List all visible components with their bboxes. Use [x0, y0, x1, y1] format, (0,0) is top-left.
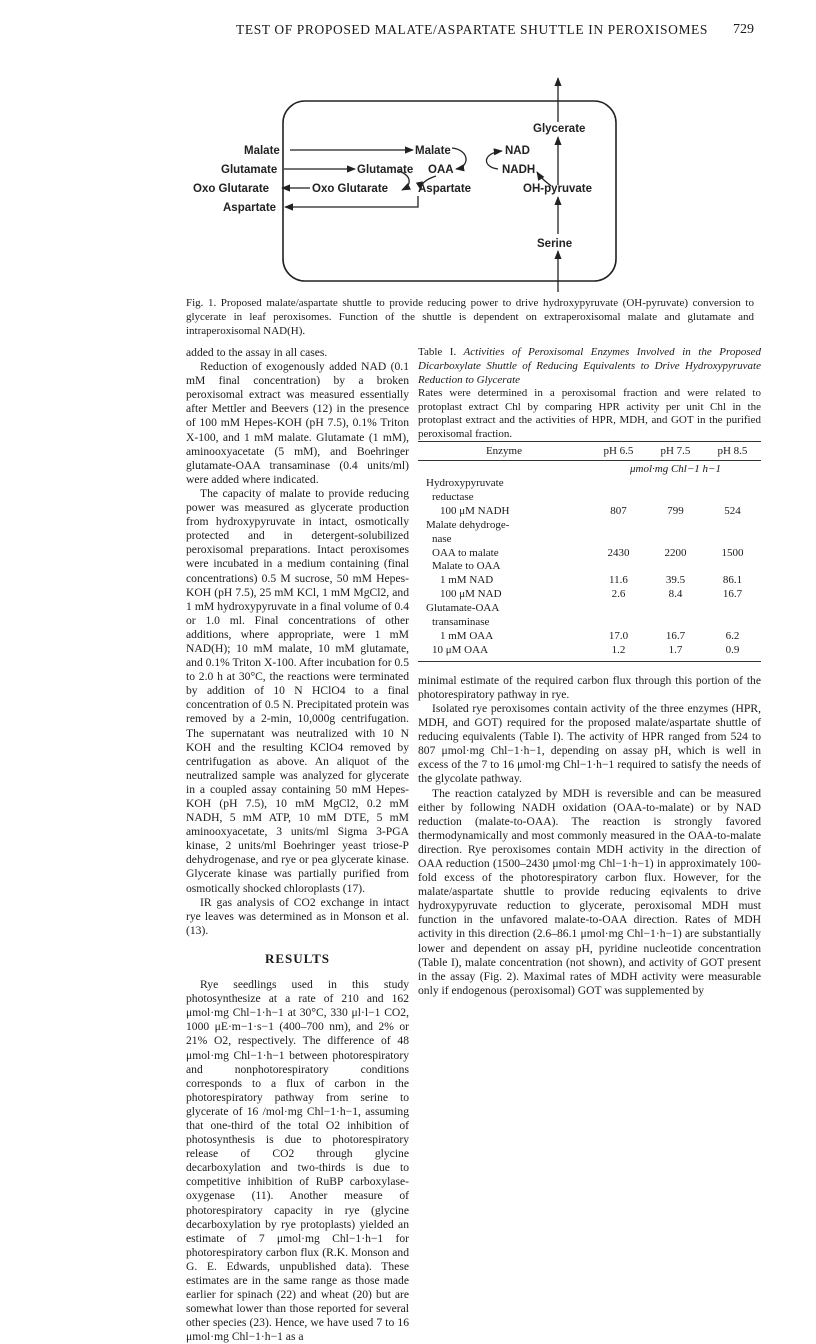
malate-external-label: Malate	[244, 145, 280, 157]
cell-ph65	[590, 602, 647, 616]
cell-ph85	[704, 560, 761, 574]
header-ph75: pH 7.5	[647, 442, 704, 461]
shuttle-diagram	[0, 70, 816, 292]
cell-ph75	[647, 616, 704, 630]
glutamate-internal-label: Glutamate	[357, 164, 414, 176]
table-row	[418, 588, 761, 602]
glutamate-external-label: Glutamate	[221, 164, 278, 176]
cell-ph85	[704, 477, 761, 491]
header-enzyme: Enzyme	[418, 442, 590, 461]
glycerate-label: Glycerate	[533, 123, 586, 135]
cell-ph65: 2430	[607, 546, 630, 559]
row-label: Malate to OAA	[432, 560, 501, 573]
row-label: 100 μM NAD	[440, 588, 502, 601]
cell-ph85	[704, 602, 761, 616]
cell-ph85	[704, 519, 761, 533]
table-row	[418, 630, 761, 644]
left-paragraph-1: added to the assay in all cases.	[186, 346, 328, 359]
nadh-label: NADH	[502, 164, 536, 176]
row-label: 1 mM OAA	[440, 629, 494, 642]
enzyme-activity-table	[418, 441, 761, 662]
row-label: transaminase	[432, 616, 490, 629]
nad-label: NAD	[505, 145, 530, 157]
table-row	[418, 616, 761, 630]
cell-ph65: 11.6	[609, 574, 628, 587]
aspartate-internal-label: Aspartate	[418, 183, 472, 195]
malate-internal-label: Malate	[415, 145, 451, 157]
table-title	[418, 345, 761, 387]
cell-ph85	[704, 616, 761, 630]
cell-ph75: 16.7	[665, 629, 686, 642]
row-label: OAA to malate	[432, 546, 499, 559]
cell-ph85: 0.9	[704, 644, 761, 661]
table-title-text: Activities of Peroxisomal Enzymes Involved in the Proposed Dicarboxylate Shuttle of Reducing Equivalents to Drive Hydroxypyruvate Reduction to Glycerate	[418, 346, 761, 386]
header-ph65: pH 6.5	[590, 442, 647, 461]
cell-ph65: 2.6	[611, 588, 626, 601]
table-row	[418, 574, 761, 588]
row-label: 1 mM NAD	[440, 574, 494, 587]
row-label: Glutamate-OAA	[426, 602, 500, 615]
aspartate-export-arrow	[285, 196, 418, 207]
serine-label: Serine	[537, 238, 573, 250]
cell-ph75: 799	[667, 504, 684, 517]
table-row	[418, 560, 761, 574]
row-label: Malate dehydroge-	[426, 518, 510, 531]
oh-pyruvate-label: OH-pyruvate	[523, 183, 593, 195]
cell-ph65	[590, 519, 647, 533]
table-header-row	[418, 442, 761, 461]
page-number: 729	[733, 22, 754, 37]
cell-ph75: 2200	[664, 546, 687, 559]
table-row	[418, 644, 761, 661]
units-row	[418, 461, 761, 477]
left-paragraph-5: Rye seedlings used in this study photosynthesize at a rate of 210 and 162 μmol·mg Chl−1·h−1 at 30°C, 330 μl·l−1 CO2, 1000 μE·m−1·s−1 (400–700 nm), and 2% or 21% O2, respectively. The difference of 48 μmol·mg Chl−1·h−1 between photorespiratory and nonphotorespiratory conditions corresponds to a flux of carbon in the photorespiratory pathway from serine to glycerate of 16 /mol·mg Chl−1·h−1, assuming that one-third of the total O2 inhibition of photosynthesis is due to photorespiratory release of CO2 through glycine decarboxylation and two-thirds is due to competitive inhibition of RuBP carboxylase-oxygenase (11). Another measure of photorespiratory capacity in rye (glycine decarboxylation by rye protoplasts) yielded an estimate of 7 μmol·mg Chl−1·h−1 for photorespiratory carbon flux (R.K. Monson and G. E. Edwards, unpublished data). These estimates are in the same range as those made earlier for spinach (22) and wheat (20) but are somewhat lower than those reported for several other species (23). Hence, we have used 7 to 16 μmol·mg Chl−1·h−1 as a	[186, 978, 409, 1344]
table-row	[418, 602, 761, 616]
units-label: μmol·mg Chl−1 h−1	[630, 463, 721, 476]
aspartate-external-label: Aspartate	[223, 202, 277, 214]
cell-ph75	[647, 477, 704, 491]
left-paragraph-2: Reduction of exogenously added NAD (0.1 mM final concentration) by a broken peroxisomal extract was measured essentially after Mettler and Beevers (12) in the presence of 100 mM Hepes-KOH (pH 7.5), 0.1% Triton X-100, and 1 mM malate. Glutamate (1 mM), aminooxyacetate (5 mM), and Boehringer glutamate-OAA transaminase (0.4 units/ml) were added where indicated.	[186, 360, 409, 486]
cell-ph85: 524	[724, 504, 741, 517]
left-paragraph-4: IR gas analysis of CO2 exchange in intact rye leaves was determined as in Monson et al. (13).	[186, 895, 409, 937]
cell-ph75	[647, 533, 704, 547]
cell-ph65	[590, 560, 647, 574]
row-label: nase	[432, 532, 452, 545]
table-row	[418, 477, 761, 491]
row-label: reductase	[432, 490, 474, 503]
cell-ph75	[647, 491, 704, 505]
cell-ph75	[647, 519, 704, 533]
cell-ph65: 807	[610, 504, 627, 517]
oxoglutarate-external-label: Oxo Glutarate	[193, 183, 270, 195]
cell-ph75: 1.7	[647, 644, 704, 661]
table-row	[418, 547, 761, 561]
mdh-arc-right	[486, 151, 502, 169]
right-paragraph-3: The reaction catalyzed by MDH is reversible and can be measured either by following NADH oxidation (OAA-to-malate) or by NAD reduction (malate-to-OAA). The reaction is strongly favored thermodynamically and most commonly measured in the OAA-to-malate direction. Rye peroxisomes contain MDH activity in the direction of OAA reduction (1500–2430 μmol·mg Chl−1·h−1) in approximately 100-fold excess of the photorespiratory carbon flux. However, for the malate/aspartate shuttle to provide reducing eqivalents to drive hydroxypyruvate reduction to glycerate, peroxisomal MDH must function in the unfavored malate-to-OAA direction. Rates of MDH activity in this direction (2.6–86.1 μmol·mg Chl−1·h−1) are substantially lower and dependent on assay pH, pyridine nucleotide concentration (Table I), malate concentration (not shown), and activity of GOT present in the assay (Fig. 2). Maximal rates of MDH activity were measurable only if endogenous (peroxisomal) GOT was supplemented by	[418, 786, 761, 997]
cell-ph65	[590, 491, 647, 505]
table-note: Rates were determined in a peroxisomal fraction and were related to protoplast extract Chl by comparing HPR activity per unit Chl in the protoplast extract and the activities of HPR, MDH, and GOT in the purified peroxisomal fraction.	[418, 387, 761, 440]
cell-ph75	[647, 560, 704, 574]
table-row	[418, 491, 761, 505]
right-paragraph-2: Isolated rye peroxisomes contain activity of the three enzymes (HPR, MDH, and GOT) required for the proposed malate/aspartate shuttle of reducing equivalents (Table I). The activity of HPR ranged from 524 to 807 μmol·mg Chl−1·h−1, depending on assay pH, which is well in excess of the 7 to 16 μmol·mg Chl−1·h−1 required to satisfy the needs of the glycolate pathway.	[418, 701, 761, 786]
cell-ph75: 39.5	[665, 574, 686, 587]
cell-ph65	[590, 533, 647, 547]
running-title: TEST OF PROPOSED MALATE/ASPARTATE SHUTTLE IN PEROXISOMES	[236, 22, 709, 37]
cell-ph65: 1.2	[590, 644, 647, 661]
results-heading: RESULTS	[264, 950, 331, 966]
right-column	[418, 345, 761, 998]
figure-caption: Fig. 1. Proposed malate/aspartate shuttle to provide reducing power to drive hydroxypyruvate (OH-pyruvate) conversion to glycerate in leaf peroxisomes. Function of the shuttle is dependent on extraperoxisomal malate and glutamate and intraperoxisomal NAD(H).	[186, 297, 754, 337]
cell-ph75	[647, 602, 704, 616]
oxoglutarate-internal-label: Oxo Glutarate	[312, 183, 389, 195]
table-row	[418, 505, 761, 519]
cell-ph85: 6.2	[725, 629, 740, 642]
cell-ph65: 17.0	[608, 629, 629, 642]
left-column	[186, 346, 409, 1344]
row-label: Hydroxypyruvate	[426, 477, 504, 489]
mdh-arc-left	[452, 148, 466, 169]
page-header	[0, 22, 816, 44]
cell-ph85: 16.7	[722, 588, 743, 601]
cell-ph85	[704, 491, 761, 505]
table-row	[418, 519, 761, 533]
oaa-label: OAA	[428, 164, 454, 176]
cell-ph85: 86.1	[722, 574, 743, 587]
left-paragraph-3: The capacity of malate to provide reducing power was measured as glycerate production from hydroxypyruvate in intact, osmotically protected and in detergent-solubilized peroxisomal preparations. Intact peroxisomes were incubated in a medium containing (final concentrations) 0.5 M sucrose, 50 mM Hepes-KOH (pH 7.5), 25 mM KCl, 1 mM MgCl2, and 1 mM hydroxypyruvate in a final volume of 0.4 or 1.0 ml. Final concentrations of other additions, where appropriate, were 1 mM NAD(H); 10 mM malate, 10 mM glutamate, and 0.1% Triton X-100. After incubation for 0.5 to 2.0 h at 30°C, the reactions were terminated by addition of 10 N HClO4 to a final concentration of 0.5 N. Precipitated protein was removed by a 2-min, 10,000g centrifugation. The supernatant was neutralized with 10 N KOH and the resulting KClO4 removed by centrifugation as above. An aliquot of the neutralized sample was analyzed for glycerate in a coupled assay containing 50 mM Hepes-KOH (pH 7.5), 10 mM MgCl2, 0.2 mM NADH, 5 mM ATP, 10 mM DTE, 5 mM aminooxyacetate, 3 units/ml Sigma 3-PGA kinase, 2 units/ml Boehringer yeast triose-P dehydrogenase, and rye or pea glycerate kinase. Glycerate kinase was partially purified from osmotically shocked chloroplasts (17).	[186, 486, 409, 895]
row-label: 10 μM OAA	[418, 644, 590, 661]
cell-ph65	[590, 477, 647, 491]
cell-ph75: 8.4	[668, 588, 683, 601]
cell-ph85: 1500	[721, 546, 744, 559]
table-number: Table I.	[418, 346, 457, 358]
right-body-text	[418, 674, 761, 998]
right-paragraph-1: minimal estimate of the required carbon flux through this portion of the photorespiratory pathway in rye.	[418, 673, 761, 701]
cell-ph65	[590, 616, 647, 630]
header-ph85: pH 8.5	[704, 442, 761, 461]
table-row	[418, 533, 761, 547]
cell-ph85	[704, 533, 761, 547]
row-label: 100 μM NADH	[440, 504, 510, 517]
